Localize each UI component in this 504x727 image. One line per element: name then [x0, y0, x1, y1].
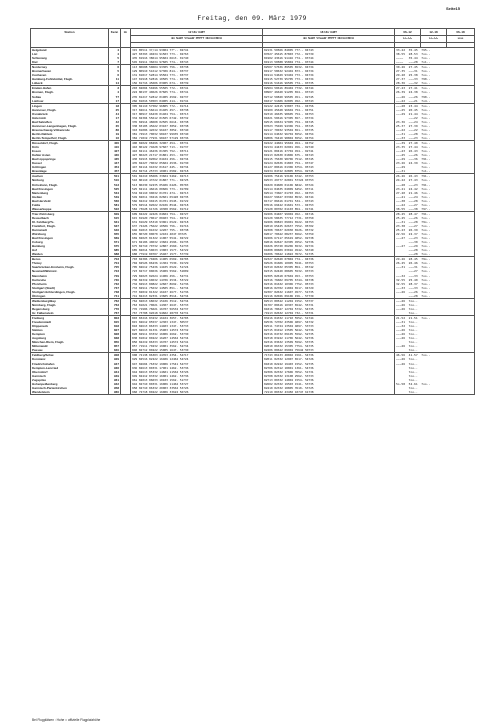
station-names: Helgoland List Schleswig Kiel [31, 48, 109, 65]
station-group [31, 174, 475, 211]
station-ids [121, 211, 131, 257]
extra-values: 46-56 41-57 7oo-- ~~~26 7oo-- ~~~26 7oo-- 7oo-- 7oo-- 7oo-- 7oo-- 5o-58 52-61 7oo-- 7oo-- 7oo-- [395, 353, 475, 394]
station-names: Berus Tholey Saarbrücken-Ensheim, Flugh. Neustadt/Weinstr. Mannheim Karlsruhe Pforzheim Stuttgart (Stadt) Stuttgart-Echterdingen, Flugh. Öhringen [31, 257, 109, 298]
obs-18gmt: 82327 82620 07804 774-- 04736 82526 81606 10905 5541- 03753 82319 82632 05305 854-- 05742 82315 82420 08605 5532- 03733 82305 82618 07604 453-- 03753 82316 76602 09705 6744- 04738 82316 81632 10306 7752- 05733 82816 82702 11004 6517- 04729 82307 82632 11607 4577- 51735 82116 82026 09106 156-- 57739 [263, 257, 395, 298]
station-ids [121, 141, 131, 174]
col-12gmt: 12 Uhr GMT [131, 29, 263, 36]
station-codes: 703 704 705 723 729 730 732 737 738 741 [109, 257, 121, 298]
station-group [31, 211, 475, 257]
obs-12gmt: 803 83216 83232 16104 3657- 52705 815 82612 85537 12303 1347- 50537 818 82613 86333 14403 1347- 53733 827 82613 81331 15903 14572 53732 828 82911 83332 16006 2662- 53730 838 81812 80222 16207 14562 52734 850 82219 86333 16707 14572 54741 857 71911 70232 19001 3562- 52734 840 82712 80222 15005 1647- 53730 [131, 316, 263, 353]
station-group [31, 353, 475, 394]
extra-values: 21-52 21-51 7oo-- ~~~31 7oo-- ~~~32 7oo-- ~~~26 7oo-- ~~~26 7oo-- ~~~26 7oo-- 7oo-- ~~~26 7oo-- 7oo-- [395, 316, 475, 353]
obs-12gmt: 203 82004 50496 55505 772-- 03741 224 80137 40626 87605 774-- 03741 235 81217 52812 01905 4592- 02737 266 81016 50503 04905 414-- 01741 [131, 86, 263, 103]
extra-values: ~~~28 23-44 7oo-- ~~~25 20-45 7oo-- ~~~29 21-44 7oo-- ~~~22 7oo-- 23-36 ~~~24 7oo-- 25-37 27-39 7oo-- ~~~22 ~~~22 7oo-- ~~~31 ~~~28 7oo-- ~~~33 ~~~23 7oo-- [395, 103, 475, 140]
obs-12gmt: 400 82022 88496 32907 454-- 03731 410 80122 74628 97607 713-- 01737 410 82111 46436 01305 752-- 03711 427 80223 21717 01801 453-- 02737 430 81915 82062 04104 456-- 02734 435 82227 70632 05604 4536- 01730 447 82114 91632 01617 445-- 02734 452 82714 25733 10901 6582- 02718 [131, 141, 263, 174]
station-codes: 400 410 427 430 435 447 454 457 [109, 141, 121, 174]
obs-12gmt: 501 82210 85606 33604 5462- 02713 510 80110 43722 01807 771-- 02725 513 80230 92235 05406 6426- 05703 525 82111 46616 00606 773-- 01709 534 82110 90632 01701 474-- 02713 549 82011 30416 02601 65420 02735 566 82212 90415 01701 6545- 01722 579 82514 82022 02106 8544- 02718 582 73628 61726 10308 0562- 01712 [131, 174, 263, 211]
station-names: Norderney Bremerhaven Cuxhaven Hamburg-Fuhlsbüttel, Flugh. Lübeck [31, 65, 109, 86]
station-names: Aachen Nürburg Köln-Bonn, Flugh. Bad Kissingen Marienberg Gießen Bad Hersfeld Fulda Wasserkuppe [31, 174, 109, 211]
station-codes: 18 25 44 17 42 35 86 19 16 [109, 103, 121, 140]
station-group [31, 65, 475, 86]
obs-18gmt: 71743 86133 48002 1561- 54736 82011 82332 12907 6517- 54726 81810 82222 19403 1552- 52735 82706 82312 18001 1361- 54736 82306 82332 17606 3552- 51731 82708 82332 13108 2562- 53733 82713 80332 14004 1554- 52736 82602 82332 19503 1541- 53735 82410 82332 18805 3510- 53725 72119 80332 43450 10747 61738 [263, 353, 395, 394]
obs-12gmt: 305 82110 57582 96805 772-- 01714 317 82611 56614 01405 457-- 03738 317 80917 66430 01404 754-- 03713 334 82304 55612 01505 6742- 03732 335 82914 48608 02505 6614- 03738 338 83105 45622 03107 3852- 03738 343 81006 42632 96107 3852- 03740 381 72913 70032 98107 99935 03740 384 71819 77931 98107 57129 03736 [131, 103, 263, 140]
station-codes: 908 929 947 936 944 949 961 942 958 960 [109, 353, 121, 394]
obs-18gmt: 82222 44604 95604 454-- 04752 82134 44433 02901 456-- 02749 82121 80416 27704 454-- 02741 81913 82630 01806 675-- 04743 81915 75630 98706 7512- 05745 82124 82636 01803 754-- 03747 81127 80616 01306 6754- 05743 82234 84722 02805 8754- 02745 [263, 141, 395, 174]
obs-12gmt: 908 72138 86303 44353 4354- 54717 929 82516 82222 16406 12462 54724 947 82604 76332 19006 17541 54737 936 82613 80331 17901 1462- 53736 944 82613 85332 14601 11562 53726 949 82412 83332 16001 1462- 53736 961 82013 86033 10103 1562- 51737 942 82710 80331 16006 11462 53727 958 82710 86332 20003 33562 53726 960 72718 80222 16006 33622 50726 [131, 353, 263, 394]
station-group [31, 298, 475, 315]
station-names: Weißenburg/Bay. Nürnberg, Flugh. Regensburg Gr. Falkenstein [31, 298, 109, 315]
col-extra-1: 06–12 [395, 29, 421, 36]
weather-table [30, 28, 475, 395]
page-number: Seite15 [445, 6, 460, 11]
extra-values: 29-46 28-45 79o-- 26-45 26-46 7oo-- ~~~31 ~~~31 7oo-- ~~~27 7oo-- ~~~32 ~~~33 7oo-- 32-55 25-40 7oo-- 32-55 28-37 7oo-- ~~~33 ~~~33 7oo-- ~~~26 ~~~26 7oo-- ~~~28 7oo-- [395, 257, 475, 298]
table-body [31, 48, 475, 395]
station-group [31, 316, 475, 353]
station-ids [121, 316, 131, 353]
station-names: Lingen Hannover, Flugh. Osnabrück Gütersloh Bad Salzuflen Hannover-Langenhagen, Flugh. Braunschweig-Völkenrode Berlin-Dahlem Berlin-Tempelhof, Flugh. [31, 103, 109, 140]
station-group [31, 257, 475, 298]
station-codes: 803 815 818 827 828 838 850 857 840 [109, 316, 121, 353]
col-extra-2: 12–18 [421, 29, 447, 36]
extra-values: ~~~39 27-40 7oo-- 23-35 27-44 7oo-- ~~~43 26-43 7oo-- ~~~45 ~~~26 7oo-- ~~~29 ~~~36 791-- 23-26 24-39 7oo-- ~~~29 7oo-- ~~~31 7o1-- [395, 141, 475, 174]
station-codes: 762 763 776 767 [109, 298, 121, 315]
station-names: Düsseldorf, Flugh. Köln Essen Kahler Asten Bad Lippspringe Kassel Göttingen Braunlage [31, 141, 109, 174]
extra-values: 33-42 35-45 795-- 38-55 28-53 7oo-- ~~~~ 35-44 7oo-- ~~~~ ~~~28 7o1-- [395, 48, 475, 65]
station-ids [121, 103, 131, 140]
header-row-1 [31, 29, 475, 36]
col-station: Station [31, 29, 109, 48]
station-ids [121, 353, 131, 394]
station-codes: 3 4 77 17 [109, 86, 121, 103]
extra-sub-3: ssss [447, 36, 475, 43]
obs-18gmt: 82904 50616 89404 7732- 04744 80907 46620 91205 654-- 03743 82712 50820 99505 451-- 02745 81017 51606 02005 452-- 03743 [263, 86, 395, 103]
footnote: Bei Flugplätzen : Hohe = offizielle Flugplatzhöhe [32, 718, 101, 722]
station-ids [121, 86, 131, 103]
station-codes: 4 4 5 7 [109, 48, 121, 65]
station-group [31, 86, 475, 103]
station-ids [121, 174, 131, 211]
station-codes: 6 5 6 11 14 [109, 65, 121, 86]
station-group [31, 103, 475, 140]
station-codes: 501 510 513 525 534 549 566 581 522 [109, 174, 121, 211]
obs-12gmt: 315 85511 37/14 93004 77*-- 02741 427 83393 40434 91503 773-- 02763 435 81916 38614 95604 6613- 01740 545 81911 36634 97605 774-- 03743 [131, 48, 263, 65]
station-group [31, 141, 475, 174]
obs-18gmt: 82131 50566 84005 777-- 04743 87027 45615 87803 772-- 02739 81902 43616 91416 774-- 03744 81913 50588 95804 774-- 03744 [263, 48, 395, 65]
col-extra-3: 06–18 [447, 29, 475, 36]
station-names: Freiburg Freudenstadt Klippeneck Sämtes Kempten Augsburg München-Riem, Flugh. Mittenwald Passau [31, 316, 109, 353]
col-nr: Kenn [109, 29, 121, 48]
obs-12gmt: 609 82222 42426 04604 754-- 02727 615 81920 70617 00403 754-- 02712 631 81629 65310 93061 6522- 02718 637 72226 75622 10506 756-- 01716 646 81813 81632 12207 755-- 03738 655 80720 80070 12104 4047 03725 669 82023 81322 11007 5541- 02722 671 82106 40632 13604 4596- 01735 675 82710 70732 12807 4560- 51733 685 82014 50633 13003 1577- 54722 688 77919 80707 15407 1577- 57739 [131, 211, 263, 257]
extra-values: 27-43 27-41 7oo-- 26-39 24-38 7oo-- ~~~26 ~~~26 790-- ~~~22 ~~~21 7o4-- [395, 86, 475, 103]
station-ids [121, 48, 131, 65]
extra-sub-2: t₁t₁–t₂t₂ [421, 36, 447, 43]
station-ids [121, 65, 131, 86]
col-id: Id. [121, 29, 131, 48]
station-group [31, 48, 475, 65]
station-names: Trier-Petrisberg Deuselbach Kl. Feldberg/Ts. Frankfurt, Flugh. Darmstadt Würzburg Bad Kissingen Coburg Bamberg Hof Weiden [31, 211, 109, 257]
station-names: Feldberg/Schw. Konstanz Friedrichshafen Kempten-Lenzried Oberstdorf Garmisch Zugspitze Hohenpeißenberg Garmisch-Partenkirchen Wendelstein [31, 353, 109, 394]
obs-18gmt: 82513 80522 11204 1552- 53737 81707 80616 10307 6542- 55731 81816 78627 12704 5732- 54735 71913 82632 12704 732-- 53731 [263, 298, 395, 315]
station-codes: 609 615 631 637 646 655 669 671 675 685 688 [109, 211, 121, 257]
extra-values: 30-46 27-45 7oo-- 27-35 ~~~31 7oo-- 29-40 25-38 7oo-- 27-37 ~~~33 790-- 28-36 ~~~32 7oo-- [395, 65, 475, 86]
obs-18gmt: 82122 42415 93007 734-- 04756 81909 45628 96604 754-- 04751 82319 46635 98605 754-- 04753 81821 50616 97305 657-- 03734 82515 60634 97905 754-- 04745 87023 75029 94306 754-- 05745 82117 70032 93504 651-- 03735 82114 64632 96704 6552- 04754 82806 76410 98804 6552- 04754 [263, 103, 395, 140]
obs-18gmt: 82206 84407 99904 452-- 04716 82120 58635 77712 7731- 03750 82206 80823 09901 6522- 04753 82019 65425 02637 7552- 05702 82308 70637 02030 6526- 05732 82017 70622 08237 6562- 53759 82206 67117 05619 4052- 02738 82016 82627 02305 4552- 52736 81826 85720 06206 6532- 02734 81808 80609 03016 4542- 56740 81006 70622 11822 3572- 51735 [263, 211, 395, 257]
obs-12gmt: 113 80608 50604 93305 756-- 03738 129 80910 51612 97306 814-- 03737 131 81817 52814 95504 773-- 03737 147 81918 52816 10505 774-- 02738 156 81716 45606 03905 674-- 03739 [131, 65, 263, 86]
extra-values: 28-45 28-47 791-- 25-45 ~~~26 7oo-- ~~~31 ~~~28 79o-- 23-38 ~~~27 7oo-- 25-43 26-39 7oo-- 22-56 22-37 7oo-- ~~~27 ~~~23 7oo-- ~~~30 7oo-- ~~~27 ~~~29 7oo-- ~~~28 7oo-- ~~~28 7oo-- [395, 211, 475, 257]
extra-sub-1: t₁t₁–t₂t₂ [395, 36, 421, 43]
station-ids [121, 257, 131, 298]
obs-18gmt: 83216 84332 11710 5552- 51744 82536 72702 43506 4097- 54732 82511 74724 13504 4097- 53733 82715 81012 13505 5642- 52736 82316 84732 09105 5592- 52735 82318 83222 11706 5642- 52736 82316 83632 13509 5592- 53735 82810 86332 15305 7754- 54735 82206 80622 09904 75642 50733 [263, 316, 395, 353]
station-ids [121, 298, 131, 315]
extra-values: 26-46 26-43 791-- 24-42 27-43 7oo-- ~~~28 ~~~23 791-- 23-41 24-42 7oo-- 27-40 21-46 7oo-- ~~~41 ~~~24 7oo-- ~~~38 ~~~28 7oo-- ~~~22 ~~~27 7oo-- 38-55 ~~~38 797-- [395, 174, 475, 211]
page-title: Freitag, den 09. März 1979 [197, 14, 307, 22]
station-names: Emden-Hafen Bremen, Flugh. Soltau Lüchow [31, 86, 109, 103]
col-18gmt: 18 Uhr GMT [263, 29, 395, 36]
extra-values: ~~~26 7oo-- ~~~26 7oo-- ~~~26 7oo-- 7oo-- [395, 298, 475, 315]
obs-12gmt: 703 82306 70406 11905 6569- 02705 704 82526 86236 11304 7530- 01729 705 82612 75436 14105 6522- 51724 723 82717 80636 15909 5562- 51809 729 82023 82624 11906 456-- 52731 730 82319 60632 14706 2534- 53722 732 82913 80822 12607 8692- 51736 733 82911 75632 14505 851-- 52734 737 82819 81322 16107 2677- 51736 741 82213 82331 13605 8514- 52734 [131, 257, 263, 298]
sub12-codes: iiiii Nddff VVwwW PPPTT NhCLhCMCH [131, 36, 263, 43]
obs-18gmt: 82507 57636 89505 6532- 04734 81917 58632 92404 873-- 04734 81914 54629 93404 773-- 04734 81915 52739 95705 773-- 04734 81916 51616 96505 774-- 03735 [263, 65, 395, 86]
sub18-codes: iiiii Nddff VVwwW PPPTT NhCLhCMCH [263, 36, 395, 43]
obs-18gmt: 82206 75416 93106 6742- 03753 82533 29777 02001 57324 03753 81829 84608 01106 6842- 03724 82114 84635 04009 6452- 03711 82514 73667 01703 452-- 04753 81627 59627 03302 8532- 04744 81717 86616 01701 534-- 03743 83516 69422 01601 573-- 04753 72120 80702 01103 854-- 01741 [263, 174, 395, 211]
obs-12gmt: 762 82013 68632 15106 3512- 52734 763 81021 70021 14307 2647- 53733 776 71906 76021 16707 56532 52737 767 73708 92618 94602 28770 52731 [131, 298, 263, 315]
weather-table-sheet [30, 28, 474, 395]
